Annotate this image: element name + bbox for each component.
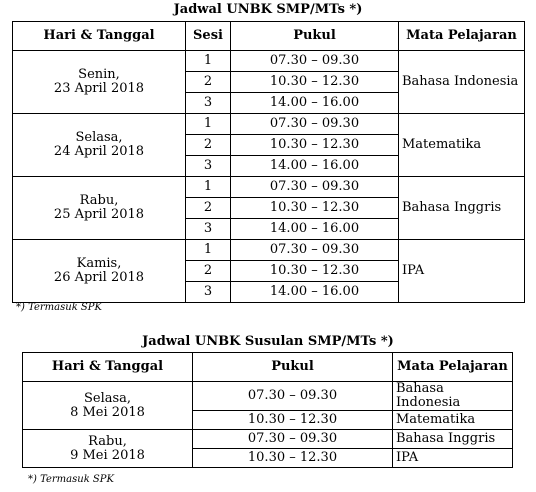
column-header-session: Sesi (186, 22, 231, 51)
table-row (23, 430, 513, 449)
time-cell: 14.00 – 16.00 (231, 93, 399, 114)
table-row (13, 240, 525, 261)
table-row (13, 177, 525, 198)
table-header-row (23, 353, 513, 382)
session-cell: 1 (186, 51, 231, 72)
day-name: Kamis, (76, 256, 122, 271)
day-date-cell (13, 114, 186, 177)
session-cell: 1 (186, 177, 231, 198)
table-row (13, 51, 525, 72)
schedule-table (12, 21, 525, 303)
time-cell: 07.30 – 09.30 (231, 51, 399, 72)
schedule-title: Jadwal UNBK SMP/MTs *) (173, 2, 363, 17)
column-header-day: Hari & Tanggal (13, 22, 186, 51)
time-cell: 10.30 – 12.30 (231, 261, 399, 282)
time-cell: 10.30 – 12.30 (193, 449, 393, 468)
day-date-cell (13, 177, 186, 240)
subject-cell: IPA (399, 240, 525, 303)
table-row (13, 114, 525, 135)
date: 24 April 2018 (53, 144, 145, 159)
time-cell: 10.30 – 12.30 (231, 198, 399, 219)
time-cell: 10.30 – 12.30 (231, 135, 399, 156)
time-cell: 14.00 – 16.00 (231, 156, 399, 177)
column-header-subject: Mata Pelajaran (399, 22, 525, 51)
subject-cell: IPA (393, 449, 513, 468)
column-header-time: Pukul (231, 22, 399, 51)
day-name: Rabu, (88, 433, 127, 449)
day-date-cell (23, 382, 193, 430)
subject-cell: Bahasa Inggris (399, 177, 525, 240)
table-header-row (13, 22, 525, 51)
session-cell: 2 (186, 72, 231, 93)
table-row (23, 382, 513, 411)
session-cell: 3 (186, 219, 231, 240)
subject-cell: Bahasa Indonesia (399, 51, 525, 114)
day-date-cell (23, 430, 193, 468)
time-cell: 14.00 – 16.00 (231, 282, 399, 303)
time-cell: 07.30 – 09.30 (231, 114, 399, 135)
session-cell: 3 (186, 93, 231, 114)
session-cell: 2 (186, 135, 231, 156)
time-cell: 10.30 – 12.30 (193, 411, 393, 430)
session-cell: 2 (186, 198, 231, 219)
schedule-footnote: *) Termasuk SPK (16, 302, 102, 313)
subject-cell: Matematika (393, 411, 513, 430)
session-cell: 3 (186, 156, 231, 177)
column-header-day: Hari & Tanggal (23, 353, 193, 382)
session-cell: 3 (186, 282, 231, 303)
time-cell: 07.30 – 09.30 (193, 382, 393, 411)
column-header-subject: Mata Pelajaran (393, 353, 513, 382)
date: 25 April 2018 (53, 207, 145, 222)
day-date-cell (13, 240, 186, 303)
time-cell: 07.30 – 09.30 (231, 240, 399, 261)
date: 23 April 2018 (53, 81, 145, 96)
session-cell: 1 (186, 114, 231, 135)
time-cell: 07.30 – 09.30 (193, 430, 393, 449)
time-cell: 07.30 – 09.30 (231, 177, 399, 198)
session-cell: 2 (186, 261, 231, 282)
makeup-schedule-table (22, 352, 513, 468)
date: 26 April 2018 (53, 270, 145, 285)
day-date-cell (13, 51, 186, 114)
day-name: Senin, (78, 67, 120, 82)
day-name: Selasa, (83, 390, 132, 406)
column-header-time: Pukul (193, 353, 393, 382)
time-cell: 14.00 – 16.00 (231, 219, 399, 240)
makeup-footnote: *) Termasuk SPK (28, 474, 114, 485)
makeup-title: Jadwal UNBK Susulan SMP/MTs *) (142, 334, 394, 349)
subject-cell: Bahasa Inggris (393, 430, 513, 449)
session-cell: 1 (186, 240, 231, 261)
day-name: Selasa, (75, 130, 123, 145)
day-name: Rabu, (79, 193, 119, 208)
time-cell: 10.30 – 12.30 (231, 72, 399, 93)
date: 9 Mei 2018 (70, 447, 145, 463)
subject-cell: Matematika (399, 114, 525, 177)
date: 8 Mei 2018 (70, 404, 145, 420)
subject-cell: Bahasa Indonesia (393, 382, 513, 411)
